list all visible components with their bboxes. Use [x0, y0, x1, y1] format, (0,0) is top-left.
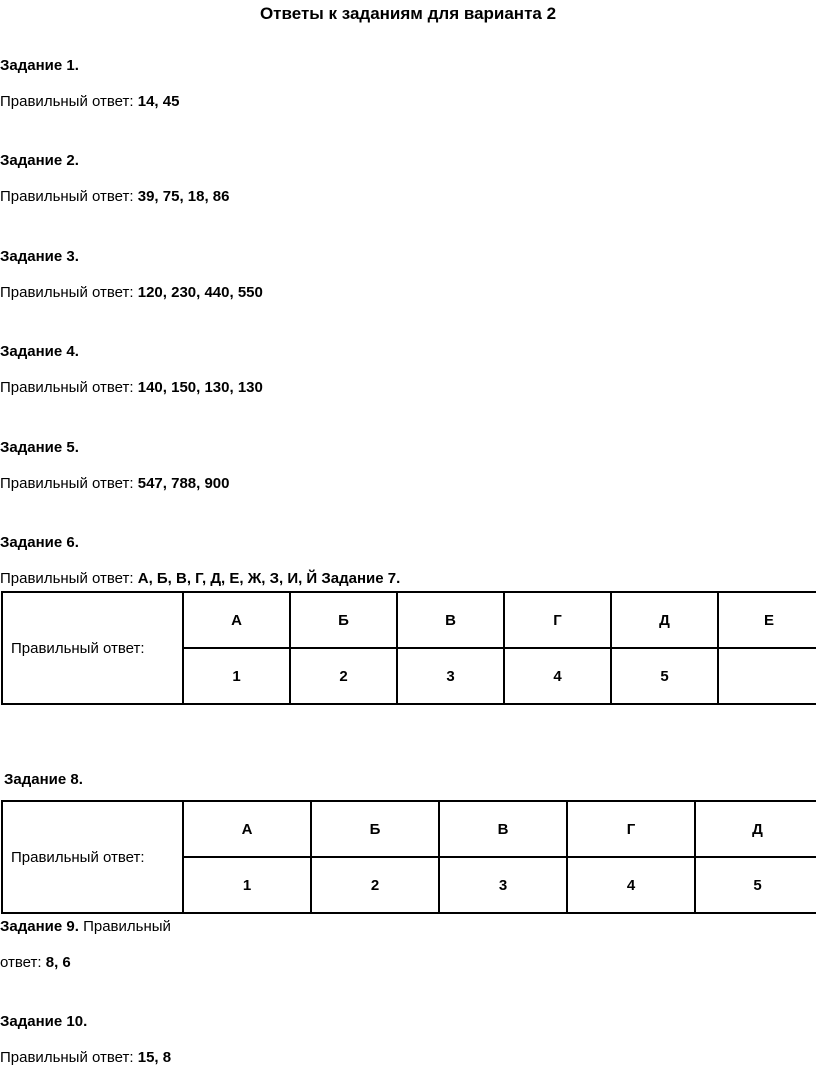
task-1-answer-line	[0, 93, 179, 110]
task-2-answer-line	[0, 188, 229, 205]
table-number-cell: 5	[695, 857, 816, 913]
answer-prefix: ответ:	[0, 954, 46, 971]
answer-value: 547, 788, 900	[137, 475, 230, 492]
table-letter-cell: В	[397, 592, 504, 648]
task-5-answer-line	[0, 475, 230, 492]
task-8-table	[1, 800, 816, 914]
task-3-heading: Задание 3.	[0, 248, 79, 265]
answer-prefix: Правильный	[78, 918, 171, 935]
table-number-cell: 4	[504, 648, 611, 704]
table-label-cell: Правильный ответ:	[2, 801, 183, 913]
task-1-heading: Задание 1.	[0, 57, 79, 74]
table-number-cell: 3	[439, 857, 567, 913]
task-9-heading: Задание 9.	[0, 918, 79, 935]
answer-prefix: Правильный ответ:	[0, 379, 138, 396]
table-letter-cell: Е	[718, 592, 816, 648]
answer-value: 120, 230, 440, 550	[137, 284, 263, 301]
table-letter-cell: Г	[567, 801, 695, 857]
table-letter-cell: В	[439, 801, 567, 857]
task-3-answer-line	[0, 284, 263, 301]
task-5-heading: Задание 5.	[0, 439, 79, 456]
table-number-cell: 5	[611, 648, 718, 704]
task-7-table	[1, 591, 816, 705]
table-letter-cell: А	[183, 801, 311, 857]
table-number-cell: 1	[183, 648, 290, 704]
table-letter-cell: Г	[504, 592, 611, 648]
answer-value: 140, 150, 130, 130	[137, 379, 263, 396]
answer-prefix: Правильный ответ:	[0, 284, 138, 301]
table-number-cell: 1	[183, 857, 311, 913]
table-number-cell	[718, 648, 816, 704]
answer-prefix: Правильный ответ:	[0, 93, 138, 110]
answer-prefix: Правильный ответ:	[0, 570, 138, 587]
task-4-answer-line	[0, 379, 263, 396]
table-number-cell: 3	[397, 648, 504, 704]
answer-value: 39, 75, 18, 86	[137, 188, 230, 205]
task-6-heading: Задание 6.	[0, 534, 79, 551]
task-2-heading: Задание 2.	[0, 152, 79, 169]
answer-value: 14, 45	[137, 93, 180, 110]
answer-prefix: Правильный ответ:	[0, 188, 138, 205]
task-9-line-1	[0, 918, 171, 935]
answer-value: 8, 6	[45, 954, 71, 971]
table-letter-cell: Б	[290, 592, 397, 648]
task-10-answer-line	[0, 1049, 171, 1066]
table-number-cell: 4	[567, 857, 695, 913]
table-letter-cell: Д	[695, 801, 816, 857]
answer-prefix: Правильный ответ:	[0, 1049, 138, 1066]
task-10-heading: Задание 10.	[0, 1013, 88, 1030]
table-number-cell: 2	[290, 648, 397, 704]
table-letter-cell: Д	[611, 592, 718, 648]
task-9-line-2	[0, 954, 71, 971]
task-6-answer-line	[0, 570, 400, 587]
table-label-cell: Правильный ответ:	[2, 592, 183, 704]
table-letter-cell: А	[183, 592, 290, 648]
answer-prefix: Правильный ответ:	[0, 475, 138, 492]
table-number-cell: 2	[311, 857, 439, 913]
page-title: Ответы к заданиям для варианта 2	[259, 4, 557, 23]
table-letter-cell: Б	[311, 801, 439, 857]
task-8-heading: Задание 8.	[4, 771, 83, 788]
task-4-heading: Задание 4.	[0, 343, 79, 360]
answer-value: А, Б, В, Г, Д, Е, Ж, З, И, Й Задание 7.	[137, 570, 401, 587]
answer-value: 15, 8	[137, 1049, 172, 1066]
